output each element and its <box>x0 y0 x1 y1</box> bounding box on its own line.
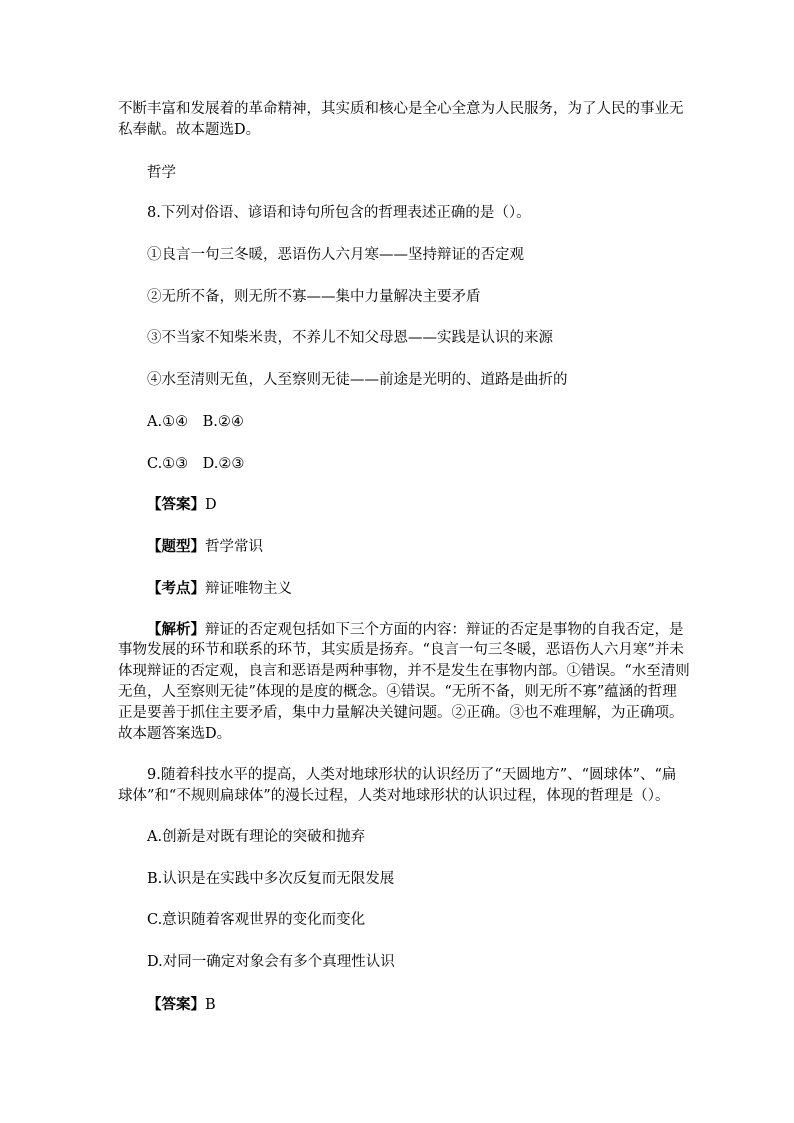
question-8-analysis-line-1 <box>147 619 684 641</box>
question-8-item-3: ③不当家不知柴米贵，不养儿不知父母恩——实践是认识的来源 <box>147 330 553 346</box>
question-8-point <box>147 578 292 600</box>
answer-value: D <box>205 497 217 513</box>
point-label: 【考点】 <box>147 580 205 597</box>
question-8-item-2: ②无所不备，则无所不寡——集中力量解决主要矛盾 <box>147 289 481 305</box>
question-8-analysis-line-4: 无鱼，人至察则无徒”体现的是度的概念。④错误。“无所不备，则无所不寡”蕴涵的哲理 <box>118 684 677 700</box>
answer-value: B <box>205 997 216 1013</box>
question-8-options-ab: A.①④ B.②④ <box>147 414 244 430</box>
point-value: 辩证唯物主义 <box>205 581 292 597</box>
question-9-option-b: B.认识是在实践中多次反复而无限发展 <box>147 871 395 887</box>
question-8-analysis-line-6: 故本题答案选D。 <box>118 726 232 742</box>
type-label: 【题型】 <box>147 538 205 555</box>
question-9-option-a: A.创新是对既有理论的突破和抛弃 <box>147 829 366 845</box>
type-value: 哲学常识 <box>205 539 263 555</box>
question-8-analysis-line-5: 正是要善于抓住主要矛盾，集中力量解决关键问题。②正确。③也不难理解，为正确项。 <box>118 705 684 721</box>
question-9-option-c: C.意识随着客观世界的变化而变化 <box>147 912 366 928</box>
question-9-stem-line-2: 球体”和“不规则扁球体”的漫长过程，人类对地球形状的认识过程，体现的哲理是（）。 <box>118 788 670 804</box>
intro-line-1: 不断丰富和发展着的革命精神，其实质和核心是全心全意为人民服务，为了人民的事业无 <box>118 101 684 117</box>
question-8-analysis-line-2: 事物发展的环节和联系的环节，其实质是扬弃。“良言一句三冬暖，恶语伤人六月寒”并未 <box>118 642 684 658</box>
question-9-stem-line-1: 9.随着科技水平的提高，人类对地球形状的认识经历了“天圆地方”、“圆球体”、“扁 <box>147 767 677 783</box>
question-8-type <box>147 536 263 558</box>
intro-line-2: 私奉献。故本题选D。 <box>118 122 261 138</box>
answer-label: 【答案】 <box>147 996 205 1013</box>
question-8-analysis-line-3: 体现辩证的否定观，良言和恶语是两种事物，并不是发生在事物内部。①错误。“水至清则 <box>118 663 690 679</box>
question-8-item-4: ④水至清则无鱼，人至察则无徒——前途是光明的、道路是曲折的 <box>147 372 568 388</box>
question-8-item-1: ①良言一句三冬暖，恶语伤人六月寒——坚持辩证的否定观 <box>147 247 524 263</box>
section-title: 哲学 <box>147 165 176 181</box>
question-8-answer <box>147 494 217 516</box>
analysis-text-1: 辩证的否定观包括如下三个方面的内容：辩证的否定是事物的自我否定，是 <box>205 622 684 638</box>
question-9-option-d: D.对同一确定对象会有多个真理性认识 <box>147 954 395 970</box>
question-9-answer <box>147 994 216 1016</box>
answer-label: 【答案】 <box>147 496 205 513</box>
question-8-options-cd: C.①③ D.②③ <box>147 456 245 472</box>
analysis-label: 【解析】 <box>147 621 205 638</box>
question-8-stem: 8.下列对俗语、谚语和诗句所包含的哲理表述正确的是（）。 <box>147 205 531 221</box>
